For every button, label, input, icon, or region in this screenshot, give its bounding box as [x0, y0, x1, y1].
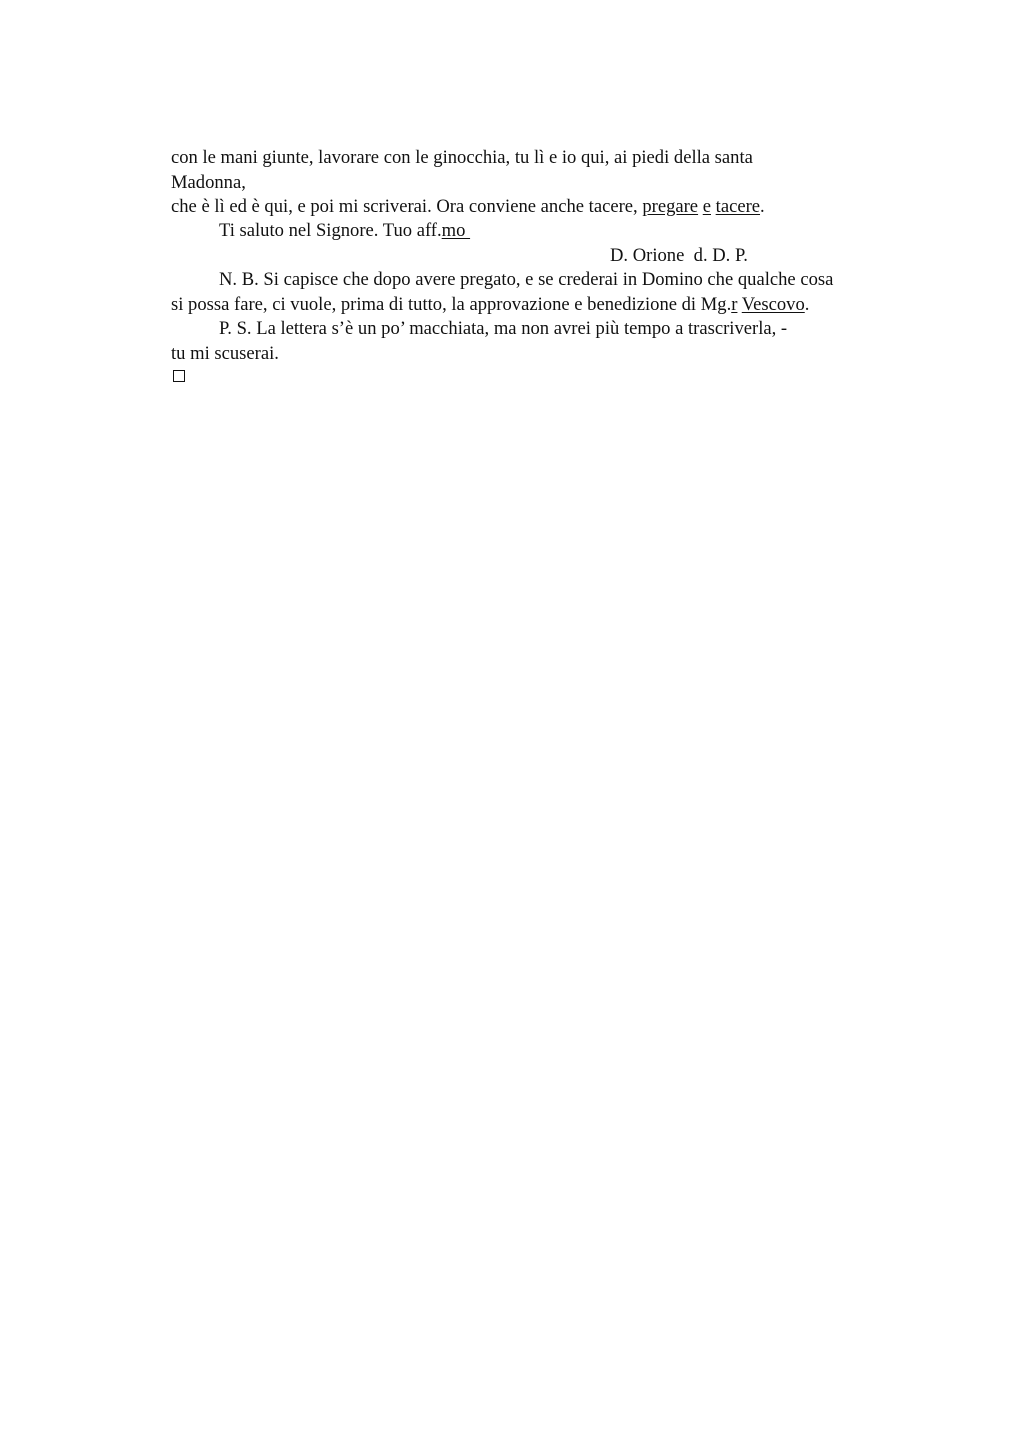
period: .	[804, 294, 810, 315]
text-line-3-main: che è lì ed è qui, e poi mi scriverai. Ora conviene anche tacere,	[171, 196, 643, 217]
underlined-tacere: tacere	[715, 196, 761, 217]
text-line-3	[171, 195, 765, 219]
text-line-1: con le mani giunte, lavorare con le ginocchia, tu lì e io qui, ai piedi della santa	[171, 147, 753, 168]
greeting-text: Ti saluto nel Signore. Tuo aff.	[219, 220, 442, 241]
signature: D. Orione d. D. P.	[610, 245, 748, 266]
nb-line-2	[171, 293, 809, 317]
underlined-mo: mo	[441, 220, 471, 241]
underlined-vescovo: Vescovo	[741, 294, 805, 315]
period: .	[760, 196, 765, 217]
underlined-e: e	[702, 196, 711, 217]
ps-line-1: P. S. La lettera s’è un po’ macchiata, ma non avrei più tempo a trascriverla, -	[219, 318, 788, 339]
empty-square-icon	[173, 370, 185, 382]
underlined-r: r	[731, 294, 738, 315]
text-line-2: Madonna,	[171, 172, 246, 193]
ps-line-2: tu mi scuserai.	[171, 343, 279, 364]
greeting-line	[219, 219, 470, 243]
nb-line-1: N. B. Si capisce che dopo avere pregato, e se crederai in Domino che qualche cosa	[219, 269, 834, 290]
underlined-pregare: pregare	[642, 196, 699, 217]
nb-line-2-main: si possa fare, ci vuole, prima di tutto, la approvazione e benedizione di Mg.	[171, 294, 732, 315]
